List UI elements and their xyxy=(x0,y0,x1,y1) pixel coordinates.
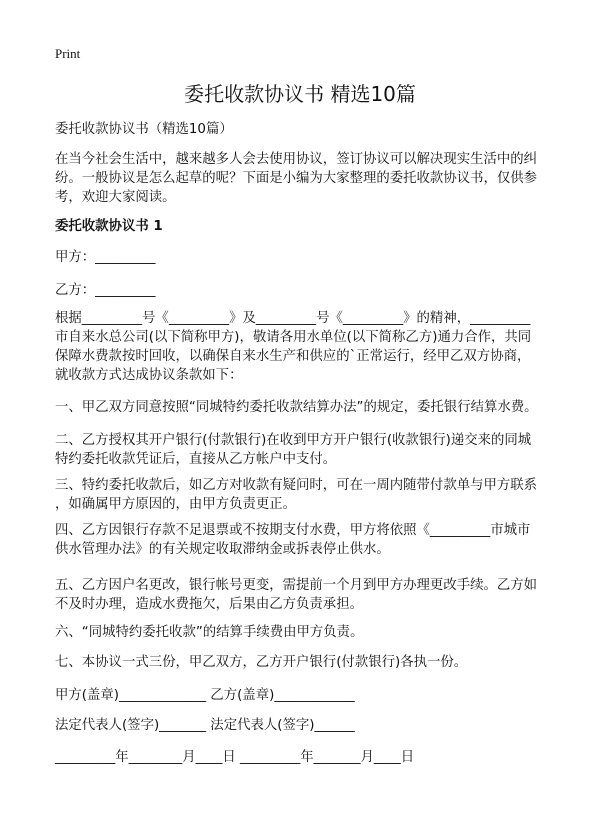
clause-2: 特约委托收款凭证后，直接从乙方帐户中支付。 xyxy=(55,452,337,467)
clause-5: 不及时办理，造成水费拖欠，后果由乙方负责承担。 xyxy=(55,597,363,612)
subtitle: 委托收款协议书（精选10篇） xyxy=(55,122,233,137)
basis-line: 根据_________号《_________》及_________号《_________》的精神，_________ xyxy=(55,311,531,326)
party-a-field: 甲方：_________ xyxy=(55,250,156,265)
clause-7: 七、本协议一式三份，甲乙双方，乙方开户银行(付款银行)各执一份。 xyxy=(55,655,468,670)
representative-line: 法定代表人(签字)_______ 法定代表人(签字)______ xyxy=(55,718,355,733)
basis-line: 就收款方式达成协议条款如下： xyxy=(55,368,243,383)
basis-line: 市自来水总公司(以下简称甲方)，敬请各用水单位(以下简称乙方)通力合作，共同 xyxy=(55,330,532,345)
clause-6: 六、“同城特约委托收款”的结算手续费由甲方负责。 xyxy=(55,625,364,640)
clause-2: 二、乙方授权其开户银行(付款银行)在收到甲方开户银行(收款银行)递交来的同城 xyxy=(55,433,532,448)
clause-5: 五、乙方因户名更改，银行帐号更变，需提前一个月到甲方办理更改手续。乙方如 xyxy=(55,578,538,593)
document-title: 委托收款协议书 精选10篇 xyxy=(184,82,416,106)
intro-line: 在当今社会生活中，越来越多人会去使用协议，签订协议可以解决现实生活中的纠 xyxy=(55,152,538,167)
clause-3: 三、特约委托收款后，如乙方对收款有疑问时，可在一周内随带付款单与甲方联系 xyxy=(55,478,538,493)
section-heading: 委托收款协议书 1 xyxy=(55,219,163,234)
clause-4: 四、乙方因银行存款不足退票或不按期支付水费，甲方将依照《_________市城市 xyxy=(55,523,531,538)
basis-line: 保障水费款按时回收，以确保自来水生产和供应的`正常运行，经甲乙双方协商， xyxy=(55,349,531,364)
clause-4: 供水管理办法》的有关规定收取滞纳金或拆表停止供水。 xyxy=(55,542,390,557)
intro-line: 考，欢迎大家阅读。 xyxy=(55,190,176,205)
clause-3: ，如确属甲方原因的，由甲方负责更正。 xyxy=(55,497,297,512)
clause-1: 一、甲乙双方同意按照“同城特约委托收款结算办法”的规定，委托银行结算水费。 xyxy=(55,400,538,415)
party-b-field: 乙方：_________ xyxy=(55,283,156,298)
print-link[interactable]: Print xyxy=(55,46,81,61)
seal-line: 甲方(盖章)_____________ 乙方(盖章)____________ xyxy=(55,688,355,703)
date-line: _________年________月____日 _________年_______月____日 xyxy=(55,750,415,765)
intro-line: 纷。一般协议是怎么起草的呢？下面是小编为大家整理的委托收款协议书，仅供参 xyxy=(55,171,538,186)
